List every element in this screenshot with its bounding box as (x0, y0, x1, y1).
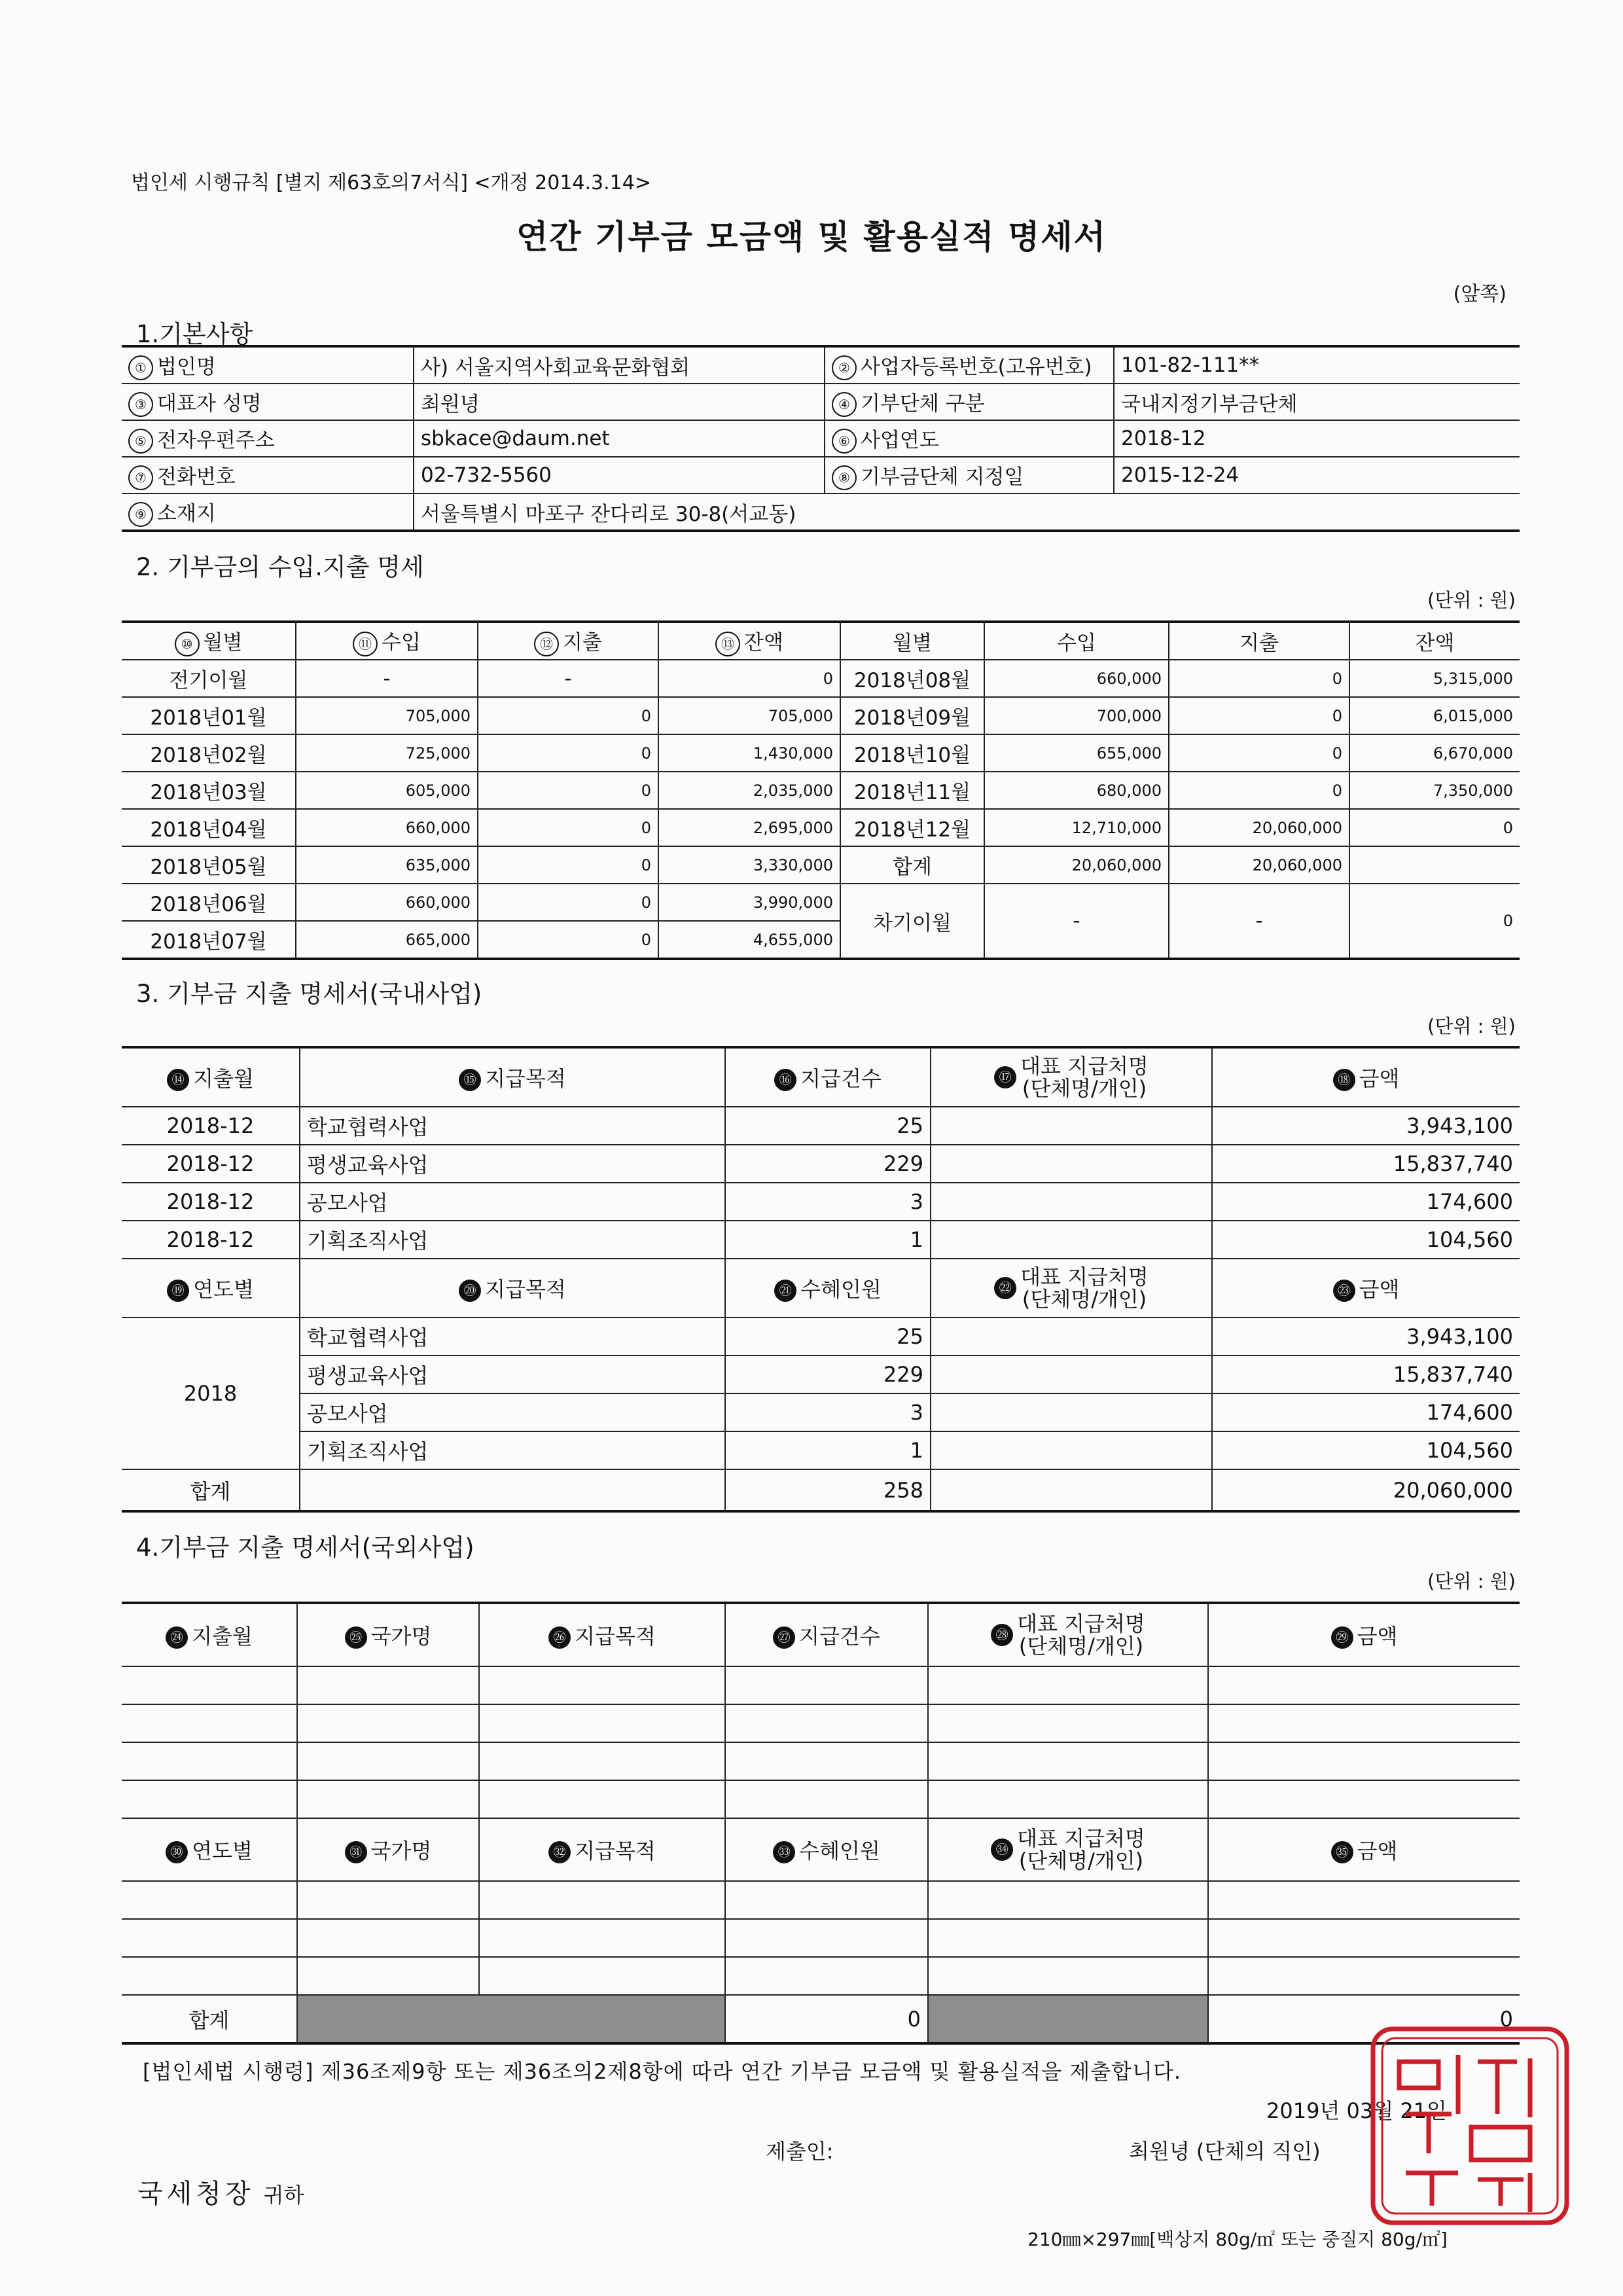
month: 전기이월 (122, 660, 296, 697)
payee (931, 1431, 1212, 1469)
income: - (296, 660, 478, 697)
month: 2018년06월 (122, 884, 296, 921)
balance: 2,695,000 (658, 809, 840, 846)
overseas-total-people: 0 (725, 1995, 928, 2043)
expense-month: 2018-12 (122, 1221, 300, 1259)
field-label: 사업자등록번호(고유번호) (861, 355, 1092, 379)
purpose: 공모사업 (300, 1183, 725, 1221)
expense: - (1169, 884, 1349, 959)
page-side-label: (앞쪽) (1453, 283, 1507, 306)
total-beneficiaries: 258 (725, 1469, 931, 1511)
field-value: 국내지정기부금단체 (1114, 384, 1520, 420)
balance: 2,035,000 (658, 772, 840, 809)
month: 2018년02월 (122, 734, 296, 772)
income: 660,000 (296, 884, 478, 921)
income: 655,000 (984, 734, 1169, 772)
income: 635,000 (296, 846, 478, 884)
expense: 0 (478, 921, 658, 959)
basic-info-table (122, 345, 1520, 532)
field-value: 2018-12 (1114, 420, 1520, 457)
legal-basis: 법인세 시행규칙 [별지 제63호의7서식] <개정 2014.3.14> (131, 171, 651, 194)
count: 1 (725, 1221, 931, 1259)
overseas-total-label: 합계 (122, 1995, 297, 2043)
domestic-header-1: ⑭ 지출월 ⑮ 지급목적 ⑯ 지급건수 ⑰ 대표 지급처명 (단체명/개인) ⑱ 금액 (122, 1047, 1520, 1107)
overseas-empty-row (122, 1919, 1520, 1957)
purpose: 기획조직사업 (300, 1221, 725, 1259)
balance: 3,330,000 (658, 846, 840, 884)
month: 합계 (840, 846, 984, 884)
section4-unit: (단위 : 원) (1427, 1570, 1516, 1592)
expense: 0 (478, 884, 658, 921)
field-label: 법인명 (157, 355, 216, 379)
submission-date: 2019년 03월 21일 (1266, 2098, 1447, 2123)
purpose: 기획조직사업 (300, 1431, 725, 1469)
income: 725,000 (296, 734, 478, 772)
overseas-empty-row (122, 1704, 1520, 1742)
amount: 15,837,740 (1212, 1145, 1520, 1183)
amount: 15,837,740 (1212, 1355, 1520, 1393)
domestic-year-row (122, 1318, 1520, 1355)
domestic-expense-row (122, 1221, 1520, 1259)
count: 3 (725, 1183, 931, 1221)
expense: 20,060,000 (1169, 846, 1349, 884)
section3-title: 3. 기부금 지출 명세서(국내사업) (136, 980, 482, 1008)
income-expense-header: ⑩ 월별 ⑪ 수입 ⑫ 지출 ⑬ 잔액 월별 수입 지출 잔액 (122, 622, 1520, 660)
field-value: 최원녕 (414, 384, 825, 420)
field-label: 기부금단체 지정일 (861, 465, 1024, 489)
income-expense-row (122, 846, 1520, 884)
income: 20,060,000 (984, 846, 1169, 884)
section3-unit: (단위 : 원) (1427, 1015, 1516, 1037)
balance: 0 (658, 660, 840, 697)
expense: 0 (478, 772, 658, 809)
expense: - (478, 660, 658, 697)
purpose: 공모사업 (300, 1393, 725, 1431)
domestic-total-row (122, 1469, 1520, 1511)
beneficiaries: 3 (725, 1393, 931, 1431)
field-value: 101-82-111** (1114, 346, 1520, 384)
total-label: 합계 (122, 1469, 300, 1511)
payee (931, 1318, 1212, 1355)
shaded-cell (297, 1995, 725, 2043)
income-expense-table (122, 620, 1520, 960)
amount: 3,943,100 (1212, 1318, 1520, 1355)
month: 2018년04월 (122, 809, 296, 846)
field-label: 사업연도 (861, 428, 939, 452)
section4-title: 4.기부금 지출 명세서(국외사업) (136, 1534, 474, 1562)
domestic-expense-row (122, 1145, 1520, 1183)
expense-month: 2018-12 (122, 1183, 300, 1221)
balance: 4,655,000 (658, 921, 840, 959)
income-expense-row (122, 734, 1520, 772)
field-label: 소재지 (157, 501, 216, 526)
count: 229 (725, 1145, 931, 1183)
amount: 174,600 (1212, 1393, 1520, 1431)
beneficiaries: 1 (725, 1431, 931, 1469)
balance: 6,015,000 (1349, 697, 1520, 734)
expense-month: 2018-12 (122, 1107, 300, 1145)
expense: 0 (478, 697, 658, 734)
overseas-empty-row (122, 1666, 1520, 1704)
income-expense-row (122, 884, 1520, 921)
basic-info-row: ⑦ 전화번호 02-732-5560 ⑧ 기부금단체 지정일 2015-12-24 (122, 457, 1520, 493)
overseas-expense-table (122, 1602, 1520, 2045)
income: 660,000 (296, 809, 478, 846)
amount: 104,560 (1212, 1221, 1520, 1259)
basic-info-row: ③ 대표자 성명 최원녕 ④ 기부단체 구분 국내지정기부금단체 (122, 384, 1520, 420)
income: - (984, 884, 1169, 959)
balance: 1,430,000 (658, 734, 840, 772)
month: 2018년01월 (122, 697, 296, 734)
month: 2018년03월 (122, 772, 296, 809)
expense: 0 (1169, 734, 1349, 772)
month: 2018년10월 (840, 734, 984, 772)
field-value: 2015-12-24 (1114, 457, 1520, 493)
field-label: 대표자 성명 (157, 391, 262, 416)
income-expense-row (122, 697, 1520, 734)
income-expense-row (122, 772, 1520, 809)
month: 2018년05월 (122, 846, 296, 884)
overseas-header-2: ㉚ 연도별 ㉛ 국가명 ㉜ 지급목적 ㉝ 수혜인원 ㉞ 대표 지급처명 (단체명/개인) ㉟ 금액 (122, 1818, 1520, 1881)
expense: 20,060,000 (1169, 809, 1349, 846)
income-expense-row (122, 660, 1520, 697)
month: 2018년12월 (840, 809, 984, 846)
expense: 0 (1169, 660, 1349, 697)
address-row: ⑨ 소재지 서울특별시 마포구 잔다리로 30-8(서교동) (122, 493, 1520, 531)
field-value: sbkace@daum.net (414, 420, 825, 457)
balance: 6,670,000 (1349, 734, 1520, 772)
recipient: 국세청장 귀하 (137, 2179, 304, 2209)
signer-name: 최원녕 (단체의 직인) (1129, 2139, 1321, 2164)
payee (931, 1393, 1212, 1431)
address-value: 서울특별시 마포구 잔다리로 30-8(서교동) (414, 493, 1520, 531)
expense: 0 (478, 734, 658, 772)
expense-month: 2018-12 (122, 1145, 300, 1183)
balance: 0 (1349, 809, 1520, 846)
expense: 0 (478, 809, 658, 846)
paper-spec: 210㎜×297㎜[백상지 80g/㎡ 또는 중질지 80g/㎡] (1027, 2229, 1448, 2250)
balance: 5,315,000 (1349, 660, 1520, 697)
domestic-year-row (122, 1393, 1520, 1431)
income-expense-row (122, 809, 1520, 846)
balance: 3,990,000 (658, 884, 840, 921)
field-label: 전화번호 (157, 465, 236, 489)
purpose: 평생교육사업 (300, 1355, 725, 1393)
purpose: 학교협력사업 (300, 1318, 725, 1355)
overseas-empty-row (122, 1780, 1520, 1818)
expense: 0 (478, 846, 658, 884)
overseas-empty-row (122, 1742, 1520, 1780)
official-seal-icon (1366, 2022, 1573, 2229)
income: 660,000 (984, 660, 1169, 697)
domestic-expense-row (122, 1107, 1520, 1145)
field-label: 전자우편주소 (157, 428, 275, 452)
purpose: 평생교육사업 (300, 1145, 725, 1183)
overseas-empty-row (122, 1957, 1520, 1995)
field-label: 기부단체 구분 (861, 391, 985, 416)
basic-info-row: ⑤ 전자우편주소 sbkace@daum.net ⑥ 사업연도 2018-12 (122, 420, 1520, 457)
year: 2018 (122, 1318, 300, 1469)
domestic-year-row (122, 1431, 1520, 1469)
income: 700,000 (984, 697, 1169, 734)
balance: 7,350,000 (1349, 772, 1520, 809)
domestic-expense-table (122, 1046, 1520, 1513)
amount: 3,943,100 (1212, 1107, 1520, 1145)
payee (931, 1107, 1212, 1145)
domestic-expense-row (122, 1183, 1520, 1221)
payee (931, 1145, 1212, 1183)
balance (1349, 846, 1520, 884)
amount: 104,560 (1212, 1431, 1520, 1469)
overseas-empty-row (122, 1881, 1520, 1919)
month: 2018년08월 (840, 660, 984, 697)
section2-unit: (단위 : 원) (1427, 589, 1516, 611)
field-value: 02-732-5560 (414, 457, 825, 493)
page-title: 연간 기부금 모금액 및 활용실적 명세서 (516, 218, 1107, 256)
overseas-header-1: ㉔ 지출월 ㉕ 국가명 ㉖ 지급목적 ㉗ 지급건수 ㉘ 대표 지급처명 (단체명/개인) ㉙ 금액 (122, 1603, 1520, 1666)
domestic-header-2: ⑲ 연도별 ⑳ 지급목적 ㉑ 수혜인원 ㉒ 대표 지급처명 (단체명/개인) ㉓ 금액 (122, 1259, 1520, 1318)
balance: 0 (1349, 884, 1520, 959)
section2-title: 2. 기부금의 수입.지출 명세 (136, 553, 424, 581)
month: 차기이월 (840, 884, 984, 959)
expense: 0 (1169, 697, 1349, 734)
declaration-text: [법인세법 시행령] 제36조제9항 또는 제36조의2제8항에 따라 연간 기부금 모금액 및 활용실적을 제출합니다. (143, 2059, 1182, 2084)
income: 705,000 (296, 697, 478, 734)
month: 2018년07월 (122, 921, 296, 959)
payee (931, 1221, 1212, 1259)
field-value: 사) 서울지역사회교육문화협회 (414, 346, 825, 384)
income: 665,000 (296, 921, 478, 959)
payee (931, 1183, 1212, 1221)
income: 605,000 (296, 772, 478, 809)
overseas-total-amount: 0 (1208, 1995, 1520, 2043)
domestic-year-row (122, 1355, 1520, 1393)
expense: 0 (1169, 772, 1349, 809)
balance: 705,000 (658, 697, 840, 734)
count: 25 (725, 1107, 931, 1145)
payee (931, 1355, 1212, 1393)
purpose: 학교협력사업 (300, 1107, 725, 1145)
month: 2018년09월 (840, 697, 984, 734)
income: 12,710,000 (984, 809, 1169, 846)
beneficiaries: 25 (725, 1318, 931, 1355)
amount: 174,600 (1212, 1183, 1520, 1221)
income: 680,000 (984, 772, 1169, 809)
beneficiaries: 229 (725, 1355, 931, 1393)
overseas-total-row (122, 1995, 1520, 2043)
shaded-cell (928, 1995, 1208, 2043)
basic-info-row: ① 법인명 사) 서울지역사회교육문화협회 ② 사업자등록번호(고유번호) 101-82-111** (122, 346, 1520, 384)
month: 2018년11월 (840, 772, 984, 809)
section1-title: 1.기본사항 (136, 320, 253, 348)
submitter-label: 제출인: (766, 2139, 834, 2164)
total-amount: 20,060,000 (1212, 1469, 1520, 1511)
